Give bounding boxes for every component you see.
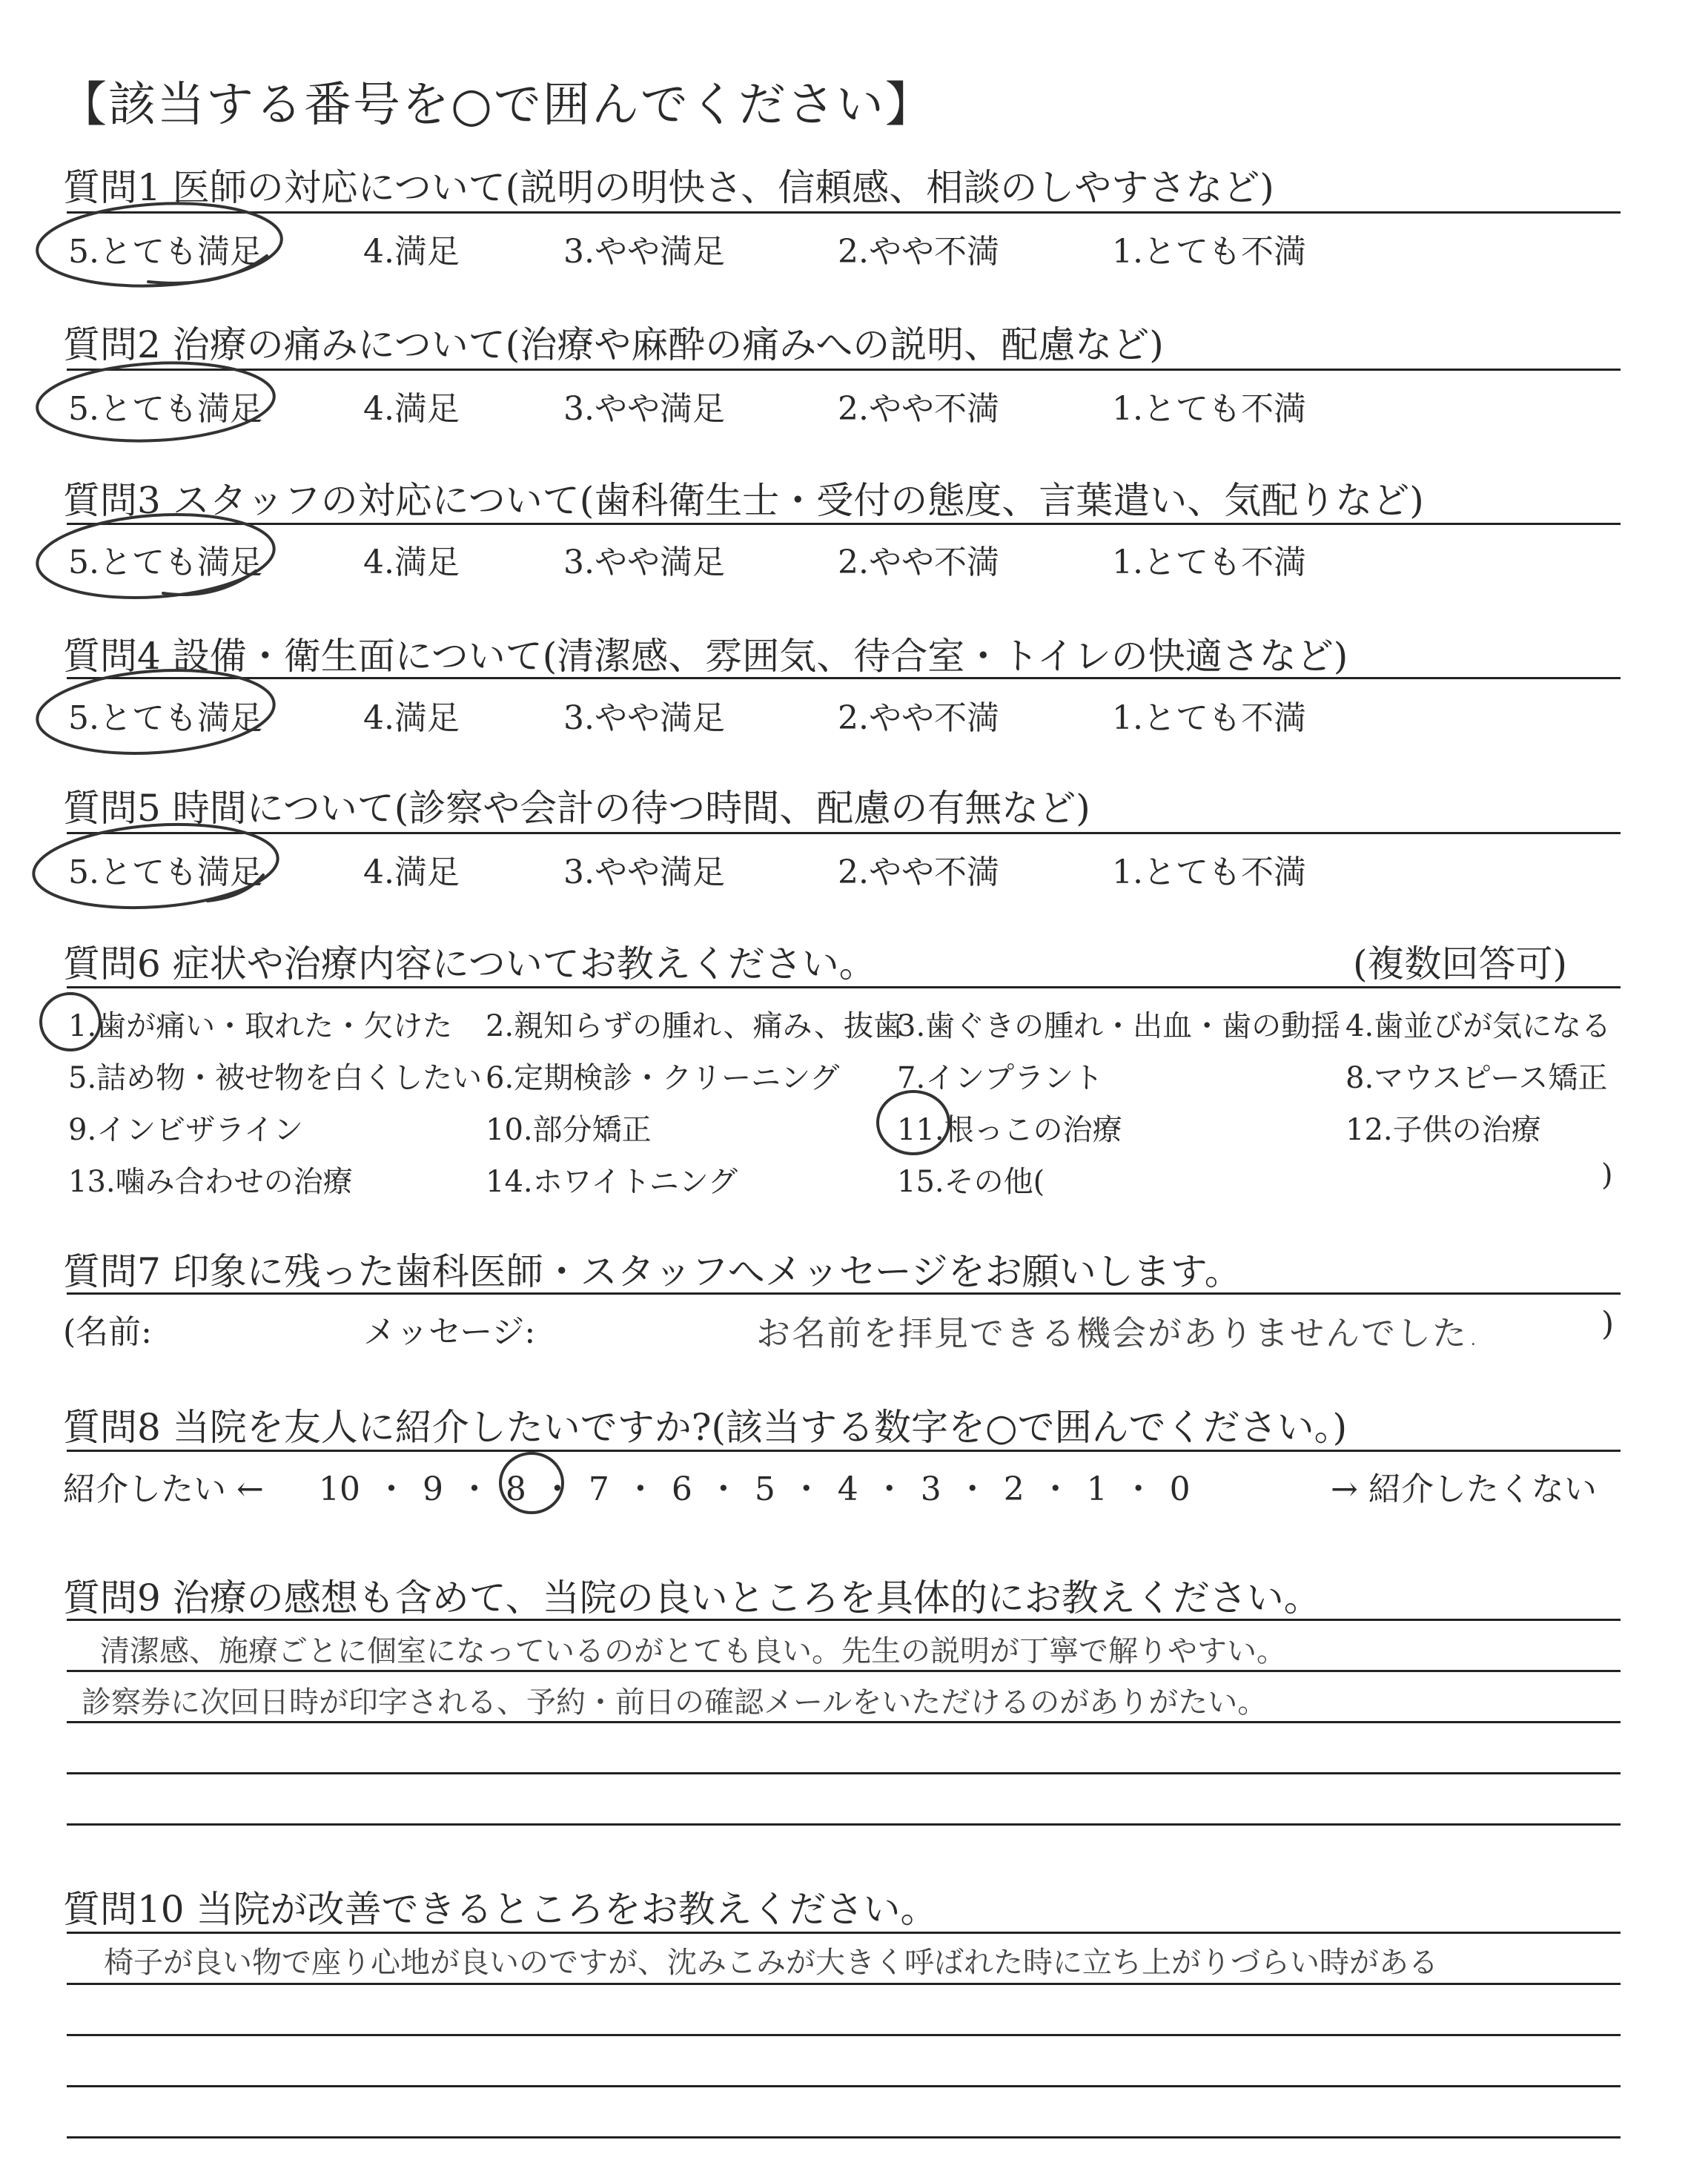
q5-option-3[interactable]: 3.やや満足 bbox=[563, 853, 725, 891]
q6-option-11[interactable]: 11.根っこの治療 bbox=[897, 1113, 1122, 1147]
q8-scale-left: 紹介したい ← bbox=[63, 1470, 264, 1508]
q10-line-3 bbox=[67, 2034, 1621, 2036]
q10-line-2 bbox=[67, 1983, 1621, 1985]
q10-line-5 bbox=[67, 2136, 1621, 2138]
q5-option-1[interactable]: 1.とても不満 bbox=[1112, 853, 1306, 891]
q6-option-6[interactable]: 6.定期検診・クリーニング bbox=[486, 1061, 840, 1095]
q10-line-4 bbox=[67, 2085, 1621, 2087]
q8-scale-right: → 紹介したくない bbox=[1331, 1470, 1597, 1508]
question-4-label: 質問4 設備・衛生面について(清潔感、雰囲気、待合室・トイレの快適さなど) bbox=[63, 635, 1348, 678]
q1-option-3[interactable]: 3.やや満足 bbox=[563, 233, 725, 271]
q6-option-10[interactable]: 10.部分矯正 bbox=[486, 1113, 652, 1147]
q5-option-4[interactable]: 4.満足 bbox=[363, 853, 460, 891]
q3-option-4[interactable]: 4.満足 bbox=[363, 544, 460, 581]
q9-line-1 bbox=[67, 1619, 1621, 1621]
q9-line-2 bbox=[67, 1670, 1621, 1672]
q10-line-1 bbox=[67, 1932, 1621, 1934]
q9-line-5 bbox=[67, 1823, 1621, 1826]
q4-option-5[interactable]: 5.とても満足 bbox=[68, 699, 262, 737]
question-9-label: 質問9 治療の感想も含めて、当院の良いところを具体的にお教えください。 bbox=[63, 1576, 1321, 1619]
q1-option-2[interactable]: 2.やや不満 bbox=[838, 233, 999, 271]
q1-option-5[interactable]: 5.とても満足 bbox=[68, 233, 262, 271]
q7-message-label: メッセージ: bbox=[363, 1313, 536, 1351]
q9-line-3 bbox=[67, 1721, 1621, 1723]
q3-option-1[interactable]: 1.とても不満 bbox=[1112, 544, 1306, 581]
q2-option-3[interactable]: 3.やや満足 bbox=[563, 390, 725, 428]
q4-option-1[interactable]: 1.とても不満 bbox=[1112, 699, 1306, 737]
q3-option-3[interactable]: 3.やや満足 bbox=[563, 544, 725, 581]
question-5-rule bbox=[67, 832, 1621, 834]
q6-option-13[interactable]: 13.噛み合わせの治療 bbox=[68, 1165, 353, 1199]
question-5-label: 質問5 時間について(診察や会計の待つ時間、配慮の有無など) bbox=[63, 787, 1090, 830]
question-3-rule bbox=[67, 523, 1621, 525]
q6-option-15[interactable]: 15.その他( bbox=[897, 1165, 1045, 1199]
q4-option-4[interactable]: 4.満足 bbox=[363, 699, 460, 737]
question-2-rule bbox=[67, 369, 1621, 371]
q6-option-2[interactable]: 2.親知らずの腫れ、痛み、抜歯 bbox=[486, 1009, 903, 1043]
question-4-rule bbox=[67, 677, 1621, 679]
q3-option-2[interactable]: 2.やや不満 bbox=[838, 544, 999, 581]
q2-option-4[interactable]: 4.満足 bbox=[363, 390, 460, 428]
q4-option-2[interactable]: 2.やや不満 bbox=[838, 699, 999, 737]
q7-name-label: (名前: bbox=[63, 1313, 152, 1351]
question-2-label: 質問2 治療の痛みについて(治療や麻酔の痛みへの説明、配慮など) bbox=[63, 323, 1164, 366]
question-6-label: 質問6 症状や治療内容についてお教えください。 bbox=[63, 942, 876, 985]
question-1-label: 質問1 医師の対応について(説明の明快さ、信頼感、相談のしやすさなど) bbox=[63, 166, 1274, 209]
q1-option-1[interactable]: 1.とても不満 bbox=[1112, 233, 1306, 271]
q6-option-4[interactable]: 4.歯並びが気になる bbox=[1345, 1009, 1612, 1043]
q6-option-15-close: ) bbox=[1601, 1158, 1613, 1192]
q9-line-4 bbox=[67, 1772, 1621, 1774]
q2-option-2[interactable]: 2.やや不満 bbox=[838, 390, 999, 428]
q6-option-7[interactable]: 7.インプラント bbox=[897, 1061, 1104, 1095]
q1-option-4[interactable]: 4.満足 bbox=[363, 233, 460, 271]
question-8-label: 質問8 当院を友人に紹介したいですか?(該当する数字を○で囲んでください。) bbox=[63, 1406, 1348, 1449]
q7-close-paren: ) bbox=[1601, 1305, 1615, 1343]
q6-option-9[interactable]: 9.インビザライン bbox=[68, 1113, 303, 1147]
q10-answer-line-1[interactable]: 椅子が良い物で座り心地が良いのですが、沈みこみが大きく呼ばれた時に立ち上がりづらい時がある bbox=[104, 1946, 1438, 1980]
q6-option-8[interactable]: 8.マウスピース矯正 bbox=[1345, 1061, 1608, 1095]
q6-option-5[interactable]: 5.詰め物・被せ物を白くしたい bbox=[68, 1061, 483, 1095]
q6-option-12[interactable]: 12.子供の治療 bbox=[1345, 1113, 1541, 1147]
q4-option-3[interactable]: 3.やや満足 bbox=[563, 699, 725, 737]
q8-scale[interactable]: 10 ・ 9 ・ 8 ・ 7 ・ 6 ・ 5 ・ 4 ・ 3 ・ 2 ・ 1 ・ 0 bbox=[319, 1470, 1191, 1508]
q6-option-1[interactable]: 1.歯が痛い・取れた・欠けた bbox=[68, 1009, 453, 1043]
q7-message-text[interactable]: お名前を拝見できる機会がありませんでした. bbox=[756, 1313, 1480, 1353]
q9-answer-line-1[interactable]: 清潔感、施療ごとに個室になっているのがとても良い。先生の説明が丁寧で解りやすい。 bbox=[100, 1634, 1286, 1668]
q5-option-2[interactable]: 2.やや不満 bbox=[838, 853, 999, 891]
q5-option-5[interactable]: 5.とても満足 bbox=[68, 853, 262, 891]
q6-option-3[interactable]: 3.歯ぐきの腫れ・出血・歯の動揺 bbox=[897, 1009, 1341, 1043]
question-6-note: (複数回答可) bbox=[1353, 942, 1568, 985]
question-7-rule bbox=[67, 1292, 1621, 1295]
q2-option-5[interactable]: 5.とても満足 bbox=[68, 390, 262, 428]
question-8-rule bbox=[67, 1450, 1621, 1452]
q2-option-1[interactable]: 1.とても不満 bbox=[1112, 390, 1306, 428]
question-6-rule bbox=[67, 986, 1621, 988]
q6-option-14[interactable]: 14.ホワイトニング bbox=[486, 1165, 738, 1199]
question-7-label: 質問7 印象に残った歯科医師・スタッフへメッセージをお願いします。 bbox=[63, 1250, 1242, 1293]
page-title: 【該当する番号を○で囲んでください】 bbox=[59, 78, 934, 133]
question-10-label: 質問10 当院が改善できるところをお教えください。 bbox=[63, 1888, 938, 1931]
question-3-label: 質問3 スタッフの対応について(歯科衛生士・受付の態度、言葉遣い、気配りなど) bbox=[63, 479, 1424, 522]
q3-option-5[interactable]: 5.とても満足 bbox=[68, 544, 262, 581]
question-1-rule bbox=[67, 211, 1621, 214]
q9-answer-line-2[interactable]: 診察券に次回日時が印字される、予約・前日の確認メールをいただけるのがありがたい。 bbox=[82, 1685, 1268, 1720]
